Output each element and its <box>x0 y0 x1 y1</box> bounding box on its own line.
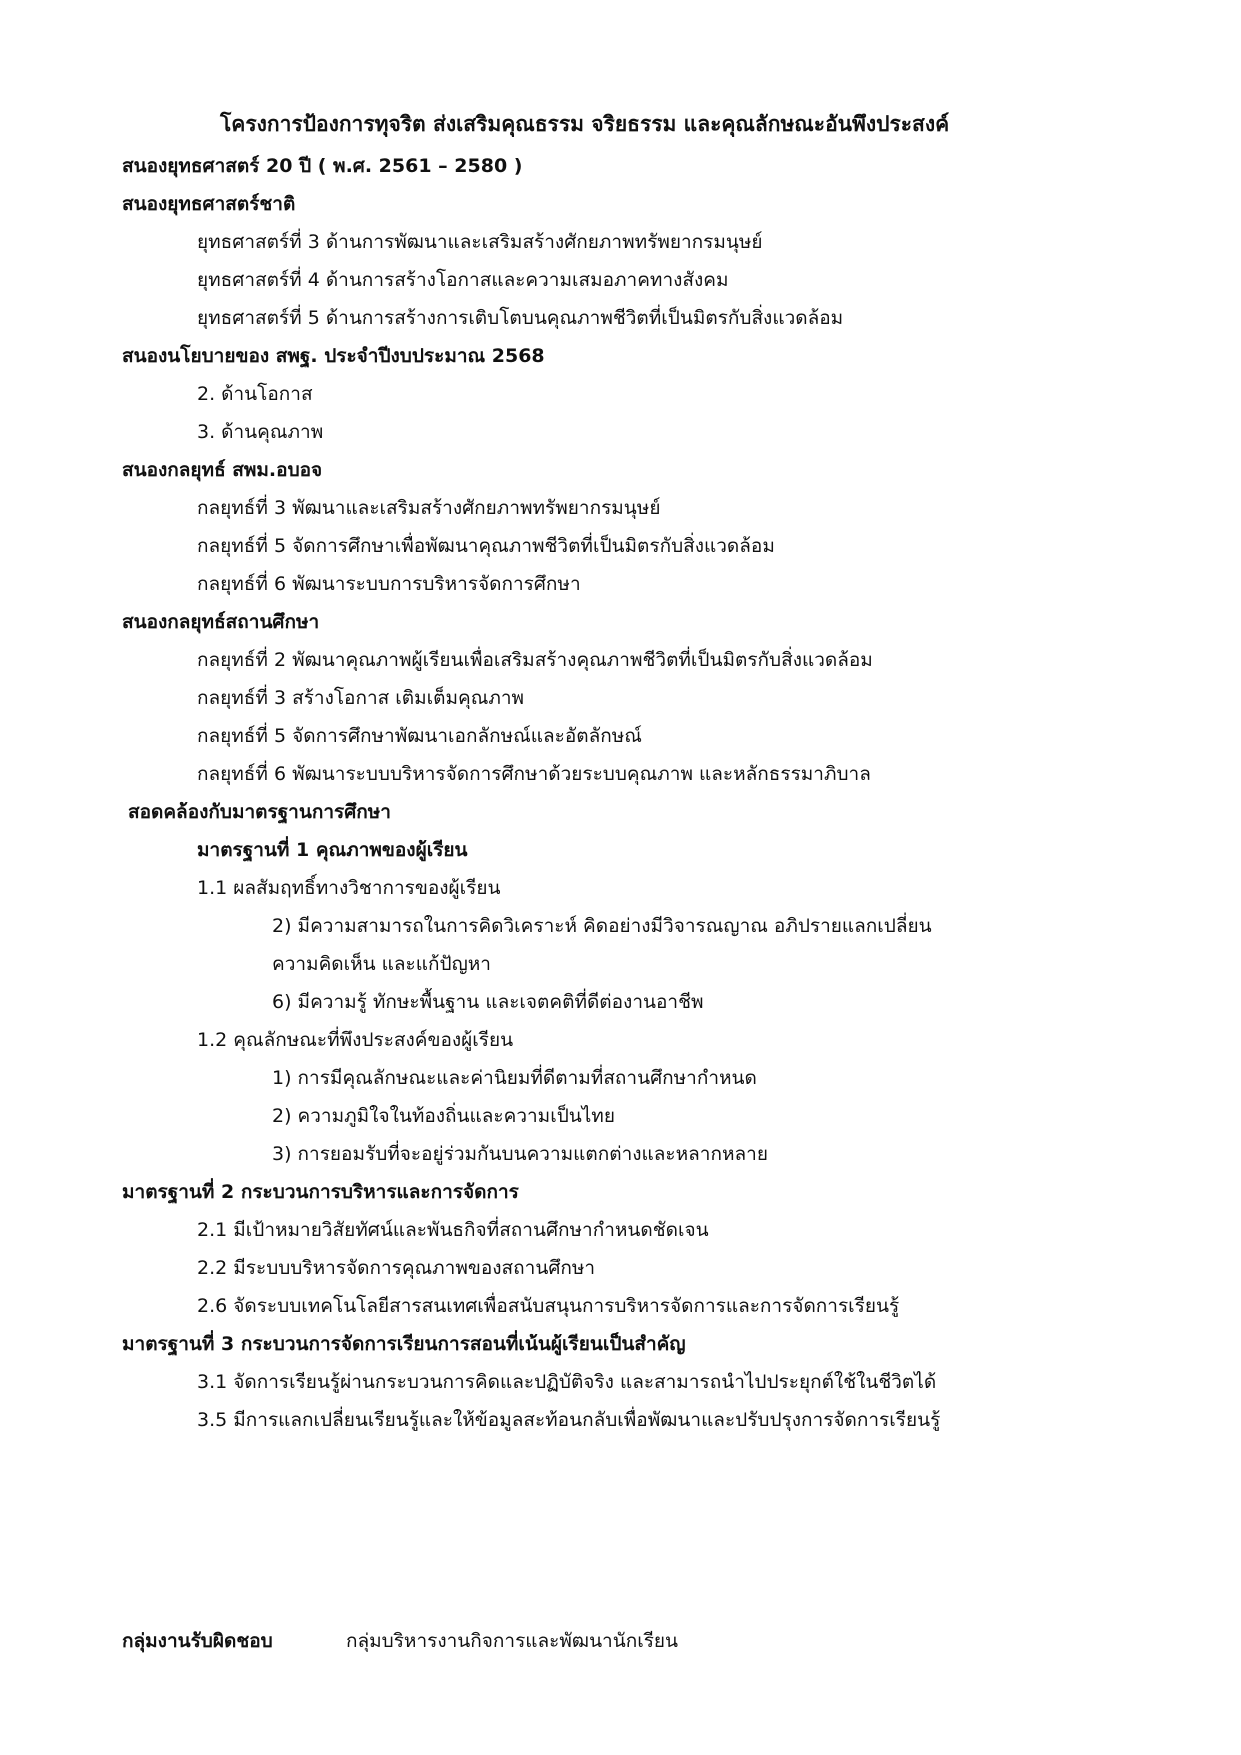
standard-2-item: 2.2 มีระบบบริหารจัดการคุณภาพของสถานศึกษา <box>197 1257 596 1279</box>
standard-3-title: มาตรฐานที่ 3 กระบวนการจัดการเรียนการสอนที่เน้นผู้เรียนเป็นสำคัญ <box>122 1333 686 1355</box>
standard-3-item: 3.1 จัดการเรียนรู้ผ่านกระบวนการคิดและปฏิบัติจริง และสามารถนำไปประยุกต์ใช้ในชีวิตได้ <box>197 1371 937 1393</box>
standard-1-title: มาตรฐานที่ 1 คุณภาพของผู้เรียน <box>197 839 468 861</box>
national-strategy-item: ยุทธศาสตร์ที่ 4 ด้านการสร้างโอกาสและความเสมอภาคทางสังคม <box>197 269 729 291</box>
policy-item: 2. ด้านโอกาส <box>197 383 313 405</box>
standard-1-2: 1.2 คุณลักษณะที่พึงประสงค์ของผู้เรียน <box>197 1029 514 1051</box>
school-strategy-item: กลยุทธ์ที่ 3 สร้างโอกาส เติมเต็มคุณภาพ <box>197 687 525 709</box>
school-strategy-heading: สนองกลยุทธ์สถานศึกษา <box>122 611 320 633</box>
school-strategy-item: กลยุทธ์ที่ 2 พัฒนาคุณภาพผู้เรียนเพื่อเสริมสร้างคุณภาพชีวิตที่เป็นมิตรกับสิ่งแวดล้อม <box>197 649 873 671</box>
responsible-group-value: กลุ่มบริหารงานกิจการและพัฒนานักเรียน <box>346 1630 679 1652</box>
standard-2-item: 2.6 จัดระบบเทคโนโลยีสารสนเทศเพื่อสนับสนุนการบริหารจัดการและการจัดการเรียนรู้ <box>197 1295 900 1317</box>
standard-1-2-item: 1) การมีคุณลักษณะและค่านิยมที่ดีตามที่สถานศึกษากำหนด <box>272 1067 757 1089</box>
standard-1-1-item: 6) มีความรู้ ทักษะพื้นฐาน และเจตคติที่ดีต่องานอาชีพ <box>272 991 704 1013</box>
responsible-group-label: กลุ่มงานรับผิดชอบ <box>122 1630 273 1652</box>
standards-heading: สอดคล้องกับมาตรฐานการศึกษา <box>128 801 391 823</box>
standard-3-item: 3.5 มีการแลกเปลี่ยนเรียนรู้และให้ข้อมูลสะท้อนกลับเพื่อพัฒนาและปรับปรุงการจัดการเรียนรู้ <box>197 1409 941 1431</box>
project-title: โครงการป้องการทุจริต ส่งเสริมคุณธรรม จริยธรรม และคุณลักษณะอันพึงประสงค์ <box>220 112 950 136</box>
standard-2-item: 2.1 มีเป้าหมายวิสัยทัศน์และพันธกิจที่สถานศึกษากำหนดชัดเจน <box>197 1219 709 1241</box>
strategy-20-year-heading: สนองยุทธศาสตร์ 20 ปี ( พ.ศ. 2561 – 2580 ) <box>122 155 523 177</box>
school-strategy-item: กลยุทธ์ที่ 5 จัดการศึกษาพัฒนาเอกลักษณ์และอัตลักษณ์ <box>197 725 642 747</box>
school-strategy-item: กลยุทธ์ที่ 6 พัฒนาระบบบริหารจัดการศึกษาด้วยระบบคุณภาพ และหลักธรรมาภิบาล <box>197 763 871 785</box>
standard-2-title: มาตรฐานที่ 2 กระบวนการบริหารและการจัดการ <box>122 1181 519 1203</box>
area-strategy-item: กลยุทธ์ที่ 6 พัฒนาระบบการบริหารจัดการศึกษา <box>197 573 581 595</box>
standard-1-2-item: 2) ความภูมิใจในท้องถิ่นและความเป็นไทย <box>272 1105 615 1127</box>
standard-1-1: 1.1 ผลสัมฤทธิ์ทางวิชาการของผู้เรียน <box>197 877 501 899</box>
area-strategy-item: กลยุทธ์ที่ 5 จัดการศึกษาเพื่อพัฒนาคุณภาพชีวิตที่เป็นมิตรกับสิ่งแวดล้อม <box>197 535 775 557</box>
policy-item: 3. ด้านคุณภาพ <box>197 421 324 443</box>
area-strategy-heading: สนองกลยุทธ์ สพม.อบอจ <box>122 459 323 481</box>
national-strategy-heading: สนองยุทธศาสตร์ชาติ <box>122 193 296 215</box>
standard-1-1-item-cont: ความคิดเห็น และแก้ปัญหา <box>272 953 491 975</box>
policy-heading: สนองนโยบายของ สพฐ. ประจำปีงบประมาณ 2568 <box>122 345 545 367</box>
standard-1-1-item: 2) มีความสามารถในการคิดวิเคราะห์ คิดอย่างมีวิจารณญาณ อภิปรายแลกเปลี่ยน <box>272 915 932 937</box>
area-strategy-item: กลยุทธ์ที่ 3 พัฒนาและเสริมสร้างศักยภาพทรัพยากรมนุษย์ <box>197 497 661 519</box>
standard-1-2-item: 3) การยอมรับที่จะอยู่ร่วมกันบนความแตกต่างและหลากหลาย <box>272 1143 768 1165</box>
national-strategy-item: ยุทธศาสตร์ที่ 5 ด้านการสร้างการเติบโตบนคุณภาพชีวิตที่เป็นมิตรกับสิ่งแวดล้อม <box>197 307 844 329</box>
national-strategy-item: ยุทธศาสตร์ที่ 3 ด้านการพัฒนาและเสริมสร้างศักยภาพทรัพยากรมนุษย์ <box>197 231 763 253</box>
